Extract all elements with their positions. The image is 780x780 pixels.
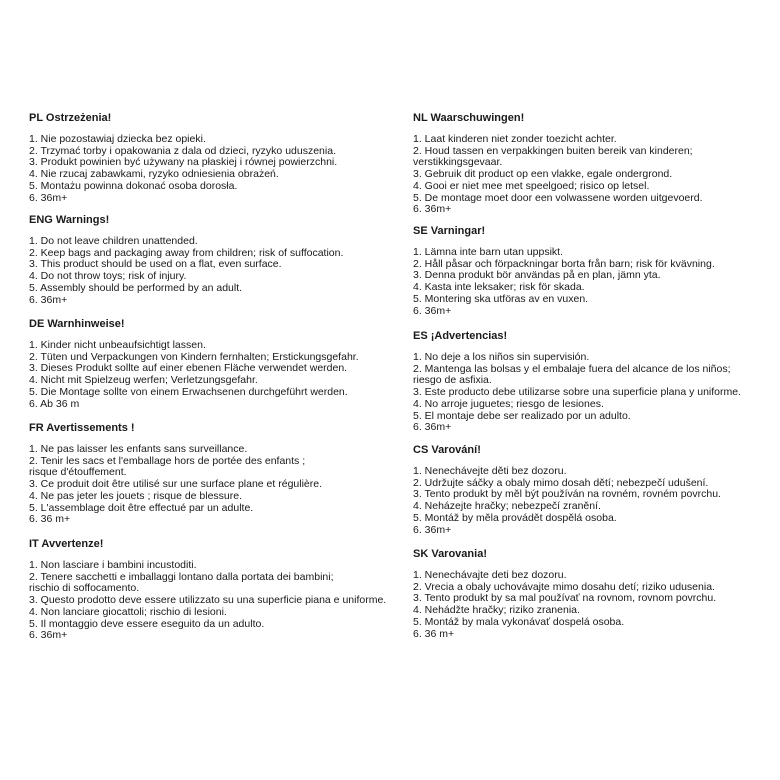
- warning-item: 4. Kasta inte leksaker; risk för skada.: [413, 281, 585, 294]
- warning-item: 1. Kinder nicht unbeaufsichtigt lassen.: [29, 339, 206, 351]
- warning-list: [413, 352, 768, 434]
- section-heading: ES ¡Advertencias!: [413, 330, 508, 342]
- warning-list: [29, 560, 404, 642]
- warning-item: 3. Este producto debe utilizarse sobre una superficie plana y uniforme.: [413, 386, 742, 399]
- warning-item: riesgo de asfixia.: [413, 374, 492, 387]
- section-heading: PL Ostrzeżenia!: [29, 112, 112, 124]
- warning-item: 4. Nie rzucaj zabawkami, ryzyko odniesienia obrażeń.: [29, 168, 279, 181]
- warning-item: 4. Do not throw toys; risk of injury.: [29, 270, 187, 283]
- section-heading: DE Warnhinweise!: [29, 318, 125, 330]
- warning-item: 4. Ne pas jeter les jouets ; risque de blessure.: [29, 489, 243, 502]
- warning-item: verstikkingsgevaar.: [413, 156, 503, 169]
- section-heading: SK Varovania!: [413, 548, 487, 560]
- warning-item: 3. Dieses Produkt sollte auf einer ebenen Fläche verwendet werden.: [29, 362, 348, 375]
- warning-item: 1. Nie pozostawiaj dziecka bez opieki.: [29, 133, 206, 145]
- warning-list: [29, 134, 404, 204]
- warning-item: 1. Do not leave children unattended.: [29, 235, 198, 247]
- warning-item: 4. Nehádžte hračky; riziko zranenia.: [413, 604, 580, 617]
- warning-list: [29, 444, 404, 526]
- warning-list: [413, 134, 768, 216]
- warning-item: 6. 36m+: [413, 203, 452, 216]
- warning-item: 1. Nenechávejte děti bez dozoru.: [413, 465, 567, 477]
- warning-item: 3. Tento produkt by měl být používán na rovném, rovném povrchu.: [413, 488, 721, 501]
- warning-item: 3. Ce produit doit être utilisé sur une surface plane et régulière.: [29, 478, 323, 491]
- warning-item: 3. Questo prodotto deve essere utilizzato su una superficie piana e uniforme.: [29, 594, 387, 607]
- section-heading: SE Varningar!: [413, 225, 486, 237]
- warning-item: 2. Houd tassen en verpakkingen buiten bereik van kinderen;: [413, 144, 693, 157]
- warning-section-de: [29, 318, 404, 422]
- section-heading: ENG Warnings!: [29, 214, 110, 226]
- warning-item: 4. Neházejte hračky; nebezpečí zranění.: [413, 500, 601, 513]
- warning-item: 5. Il montaggio deve essere eseguito da un adulto.: [29, 617, 265, 630]
- warning-item: 3. Tento produkt by sa mal používať na rovnom, rovnom povrchu.: [413, 592, 717, 605]
- warning-item: 2. Mantenga las bolsas y el embalaje fuera del alcance de los niños;: [413, 362, 731, 375]
- warning-item: 6. 36 m+: [413, 627, 455, 640]
- warning-item: 4. Gooi er niet mee met speelgoed; risico op letsel.: [413, 179, 650, 192]
- warning-section-cs: [413, 444, 768, 548]
- warning-item: 2. Tüten und Verpackungen von Kindern fernhalten; Erstickungsgefahr.: [29, 350, 359, 363]
- warning-item: 4. Nicht mit Spielzeug werfen; Verletzungsgefahr.: [29, 374, 258, 387]
- warning-list: [413, 570, 768, 640]
- left-warnings-column: [29, 112, 404, 654]
- warning-item: 2. Håll påsar och förpackningar borta från barn; risk för kvävning.: [413, 257, 715, 270]
- warning-list: [29, 340, 404, 410]
- warning-item: 6. 36 m+: [29, 513, 71, 526]
- warning-list: [29, 236, 404, 306]
- warning-item: 5. Montażu powinna dokonać osoba dorosła.: [29, 179, 238, 192]
- warning-section-se: [413, 225, 768, 330]
- warning-item: 5. Montáž by měla provádět dospělá osoba.: [413, 511, 617, 524]
- warning-item: rischio di soffocamento.: [29, 582, 140, 595]
- warning-section-eng: [29, 214, 404, 318]
- warning-item: 2. Vrecia a obaly uchovávajte mimo dosahu detí; riziko udusenia.: [413, 580, 715, 593]
- warning-list: [413, 466, 768, 536]
- section-heading: FR Avertissements !: [29, 422, 135, 434]
- warning-item: 4. No arroje juguetes; riesgo de lesiones.: [413, 397, 604, 410]
- warning-item: 3. This product should be used on a flat, even surface.: [29, 258, 282, 271]
- warning-item: 1. No deje a los niños sin supervisión.: [413, 351, 590, 363]
- warning-item: 6. 36m+: [29, 191, 68, 204]
- warning-item: 1. Lämna inte barn utan uppsikt.: [413, 246, 564, 258]
- warning-item: 6. 36m+: [413, 523, 452, 536]
- warning-item: 2. Trzymać torby i opakowania z dala od dzieci, ryzyko uduszenia.: [29, 144, 336, 157]
- warning-item: 5. Die Montage sollte von einem Erwachsenen durchgeführt werden.: [29, 385, 348, 398]
- warning-item: 2. Tenir les sacs et l'emballage hors de portée des enfants ;: [29, 454, 306, 467]
- section-heading: IT Avvertenze!: [29, 538, 104, 550]
- warning-section-sk: [413, 548, 768, 652]
- right-warnings-column: [413, 112, 768, 652]
- warning-section-fr: [29, 422, 404, 538]
- section-heading: CS Varování!: [413, 444, 481, 456]
- warning-item: 3. Denna produkt bör användas på en plan, jämn yta.: [413, 269, 661, 282]
- warning-item: 1. Non lasciare i bambini incustoditi.: [29, 559, 197, 571]
- warning-item: 6. 36m+: [413, 421, 452, 434]
- warning-section-nl: [413, 112, 768, 225]
- warning-item: 2. Udržujte sáčky a obaly mimo dosah dětí; nebezpečí udušení.: [413, 476, 709, 489]
- warning-item: 1. Nenechávajte deti bez dozoru.: [413, 569, 567, 581]
- warning-item: 6. 36m+: [29, 293, 68, 306]
- warning-item: 6. Ab 36 m: [29, 397, 80, 410]
- warning-item: 1. Laat kinderen niet zonder toezicht achter.: [413, 133, 617, 145]
- warning-item: 5. De montage moet door een volwassene worden uitgevoerd.: [413, 191, 703, 204]
- warning-item: 2. Keep bags and packaging away from children; risk of suffocation.: [29, 246, 344, 259]
- warning-list: [413, 247, 768, 317]
- warning-item: 5. L'assemblage doit être effectué par un adulte.: [29, 501, 254, 514]
- warning-item: 5. El montaje debe ser realizado por un adulto.: [413, 409, 631, 422]
- warning-item: 4. Non lanciare giocattoli; rischio di lesioni.: [29, 605, 227, 618]
- warning-item: 5. Montáž by mala vykonávať dospelá osoba.: [413, 615, 625, 628]
- warning-item: 3. Produkt powinien być używany na płaskiej i równej powierzchni.: [29, 156, 338, 169]
- warning-item: 3. Gebruik dit product op een vlakke, egale ondergrond.: [413, 168, 673, 181]
- warning-item: 6. 36m+: [29, 629, 68, 642]
- section-heading: NL Waarschuwingen!: [413, 112, 525, 124]
- warning-item: 1. Ne pas laisser les enfants sans surveillance.: [29, 443, 248, 455]
- warning-section-it: [29, 538, 404, 654]
- warning-item: risque d'étouffement.: [29, 466, 127, 479]
- warning-item: 2. Tenere sacchetti e imballaggi lontano dalla portata dei bambini;: [29, 570, 334, 583]
- warning-item: 5. Assembly should be performed by an adult.: [29, 281, 243, 294]
- warning-section-es: [413, 330, 768, 444]
- warning-section-pl: [29, 112, 404, 214]
- warning-item: 5. Montering ska utföras av en vuxen.: [413, 292, 589, 305]
- warning-item: 6. 36m+: [413, 304, 452, 317]
